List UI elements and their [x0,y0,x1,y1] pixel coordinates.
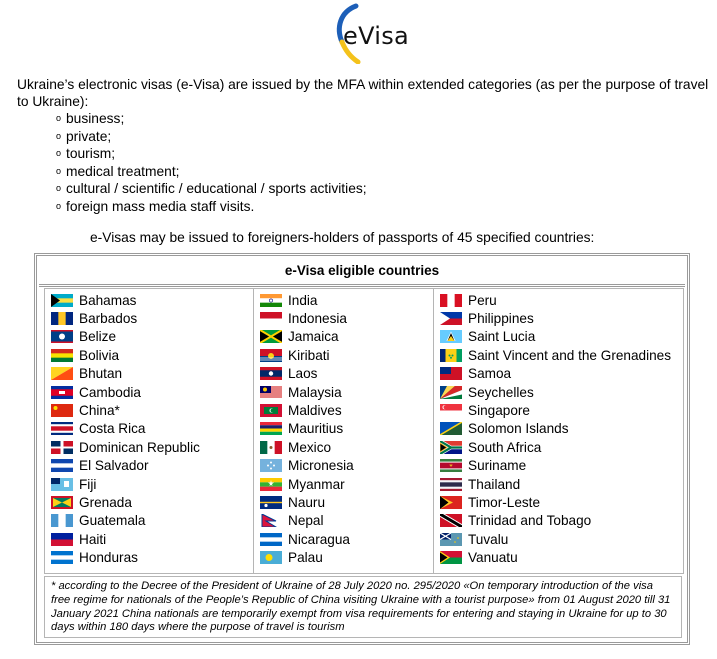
country-row [51,291,136,309]
country-name: Kiribati [288,347,330,363]
country-row [260,328,339,346]
title-divider [39,284,685,287]
country-row [440,383,534,401]
country-name: El Salvador [79,458,149,474]
countries-grid [44,288,684,574]
country-name: Jamaica [288,329,339,345]
category-label: business; [66,111,125,126]
country-name: Guatemala [79,513,146,529]
country-name: Belize [79,329,117,345]
country-name: Bhutan [79,366,123,382]
country-name: South Africa [468,439,542,455]
country-row [51,346,119,364]
country-name: Mauritius [288,421,344,437]
peru-flag-icon [440,294,462,307]
country-row [260,475,345,493]
country-name: Timor-Leste [468,494,541,510]
suriname-flag-icon [440,459,462,472]
country-row [260,346,330,364]
category-label: cultural / scientific / educational / sports activities; [66,181,367,197]
country-column-2 [253,289,431,573]
country-row [440,420,569,438]
country-name: Vanuatu [468,550,518,566]
kiribati-flag-icon [260,349,282,362]
tuvalu-flag-icon [440,533,462,546]
category-item [56,110,367,128]
country-row [51,401,120,419]
logo-text: eVisa [343,22,410,50]
country-name: Cambodia [79,384,141,400]
bullet-marker: o [56,130,62,141]
saint-lucia-flag-icon [440,330,462,343]
nauru-flag-icon [260,496,282,509]
country-row [51,530,106,548]
country-row [440,401,530,419]
guatemala-flag-icon [51,514,73,527]
category-label: foreign mass media staff visits. [66,198,255,214]
category-label: tourism; [66,146,116,162]
country-row [440,475,520,493]
eligibility-line: e-Visas may be issued to foreigners-holders of passports of 45 specified countries: [90,230,595,245]
country-name: Thailand [468,476,521,492]
grenada-flag-icon [51,496,73,509]
country-row [440,346,671,364]
bullet-marker: o [56,148,62,159]
china-flag-icon [51,404,73,417]
mauritius-flag-icon [260,422,282,435]
country-name: Samoa [468,366,512,382]
country-name: Bahamas [79,292,137,308]
country-name: Bolivia [79,347,120,363]
country-row [440,328,535,346]
country-row [440,493,540,511]
palau-flag-icon [260,551,282,564]
haiti-flag-icon [51,533,73,546]
country-name: Maldives [288,402,342,418]
country-name: Dominican Republic [79,439,200,455]
country-row [440,438,541,456]
costa-rica-flag-icon [51,422,73,435]
country-name: Costa Rica [79,421,146,437]
country-name: Haiti [79,531,107,547]
country-row [440,530,508,548]
country-row [260,420,343,438]
maldives-flag-icon [260,404,282,417]
seychelles-flag-icon [440,386,462,399]
category-label: medical treatment; [66,163,180,179]
bullet-marker: o [56,200,62,211]
country-row [260,438,331,456]
country-name: Seychelles [468,384,534,400]
country-name: Suriname [468,458,527,474]
bullet-marker: o [56,183,62,194]
country-row [260,549,323,567]
bahamas-flag-icon [51,294,73,307]
category-item [56,128,367,146]
category-item [56,180,367,198]
country-row [260,309,347,327]
country-row [260,457,354,475]
belize-flag-icon [51,330,73,343]
country-row [260,365,317,383]
honduras-flag-icon [51,551,73,564]
country-name: Tuvalu [468,531,509,547]
country-row [440,549,518,567]
singapore-flag-icon [440,404,462,417]
country-name: Saint Vincent and the Grenadines [468,347,672,363]
china-footnote: * according to the Decree of the President of Ukraine of 28 July 2020 no. 295/2020 «On temporary introduction of the visa free regime for nationals of the People’s Republic of China visiting Ukraine with a tourist purpose» from 01 August 2020 till 31 January 2021 China nationals are temporarily exempt from visa requirements for entering and staying in Ukraine for up to 30 days within 180 days where the purpose of travel is tourism [44,576,682,638]
country-name: Micronesia [288,458,354,474]
country-row [51,365,122,383]
category-list [56,110,367,216]
country-name: Fiji [79,476,97,492]
country-name: Peru [468,292,497,308]
country-name: Palau [288,550,323,566]
country-row [51,493,132,511]
country-name: Laos [288,366,318,382]
myanmar-flag-icon [260,478,282,491]
country-name: India [288,292,318,308]
malaysia-flag-icon [260,386,282,399]
country-name: China* [79,402,120,418]
nicaragua-flag-icon [260,533,282,546]
eligible-countries-table [34,253,690,645]
country-row [51,383,141,401]
country-name: Grenada [79,494,132,510]
country-name: Nauru [288,494,326,510]
country-row [260,493,325,511]
category-label: private; [66,128,112,144]
jamaica-flag-icon [260,330,282,343]
indonesia-flag-icon [260,312,282,325]
country-row [51,475,96,493]
samoa-flag-icon [440,367,462,380]
thailand-flag-icon [440,478,462,491]
category-item [56,198,367,216]
country-name: Malaysia [288,384,342,400]
country-name: Trinidad and Tobago [468,513,592,529]
country-row [51,328,116,346]
country-row [260,401,342,419]
country-row [440,291,497,309]
vanuatu-flag-icon [440,551,462,564]
el-salvador-flag-icon [51,459,73,472]
country-row [51,420,145,438]
country-name: Nepal [288,513,324,529]
laos-flag-icon [260,367,282,380]
country-row [260,512,324,530]
south-africa-flag-icon [440,441,462,454]
category-item [56,163,367,181]
country-name: Nicaragua [288,531,350,547]
country-row [440,457,526,475]
india-flag-icon [260,294,282,307]
nepal-flag-icon [260,514,282,527]
country-row [440,512,591,530]
micronesia-flag-icon [260,459,282,472]
philippines-flag-icon [440,312,462,325]
country-column-3 [433,289,684,573]
barbados-flag-icon [51,312,73,325]
bullet-marker: o [56,113,62,123]
saint-vincent-flag-icon [440,349,462,362]
trinidad-and-tobago-flag-icon [440,514,462,527]
country-row [260,291,317,309]
country-name: Philippines [468,310,534,326]
country-row [51,549,138,567]
country-name: Honduras [79,550,138,566]
country-name: Saint Lucia [468,329,536,345]
timor-leste-flag-icon [440,496,462,509]
solomon-islands-flag-icon [440,422,462,435]
fiji-flag-icon [51,478,73,491]
bhutan-flag-icon [51,367,73,380]
country-row [260,383,342,401]
bullet-marker: o [56,165,62,176]
cambodia-flag-icon [51,386,73,399]
bolivia-flag-icon [51,349,73,362]
country-row [260,530,350,548]
country-row [51,438,200,456]
intro-paragraph: Ukraine’s electronic visas (e-Visa) are issued by the MFA within extended categories (as per the purpose of travel to Ukraine): [17,77,709,109]
mexico-flag-icon [260,441,282,454]
country-name: Mexico [288,439,332,455]
country-name: Barbados [79,310,138,326]
country-name: Solomon Islands [468,421,569,437]
category-item [56,145,367,163]
country-row [51,309,137,327]
country-row [51,457,149,475]
country-name: Singapore [468,402,530,418]
country-name: Myanmar [288,476,345,492]
country-row [440,365,511,383]
country-name: Indonesia [288,310,347,326]
dominican-republic-flag-icon [51,441,73,454]
table-title: e-Visa eligible countries [284,263,440,278]
country-column-1 [45,289,251,573]
country-row [440,309,534,327]
country-row [51,512,146,530]
